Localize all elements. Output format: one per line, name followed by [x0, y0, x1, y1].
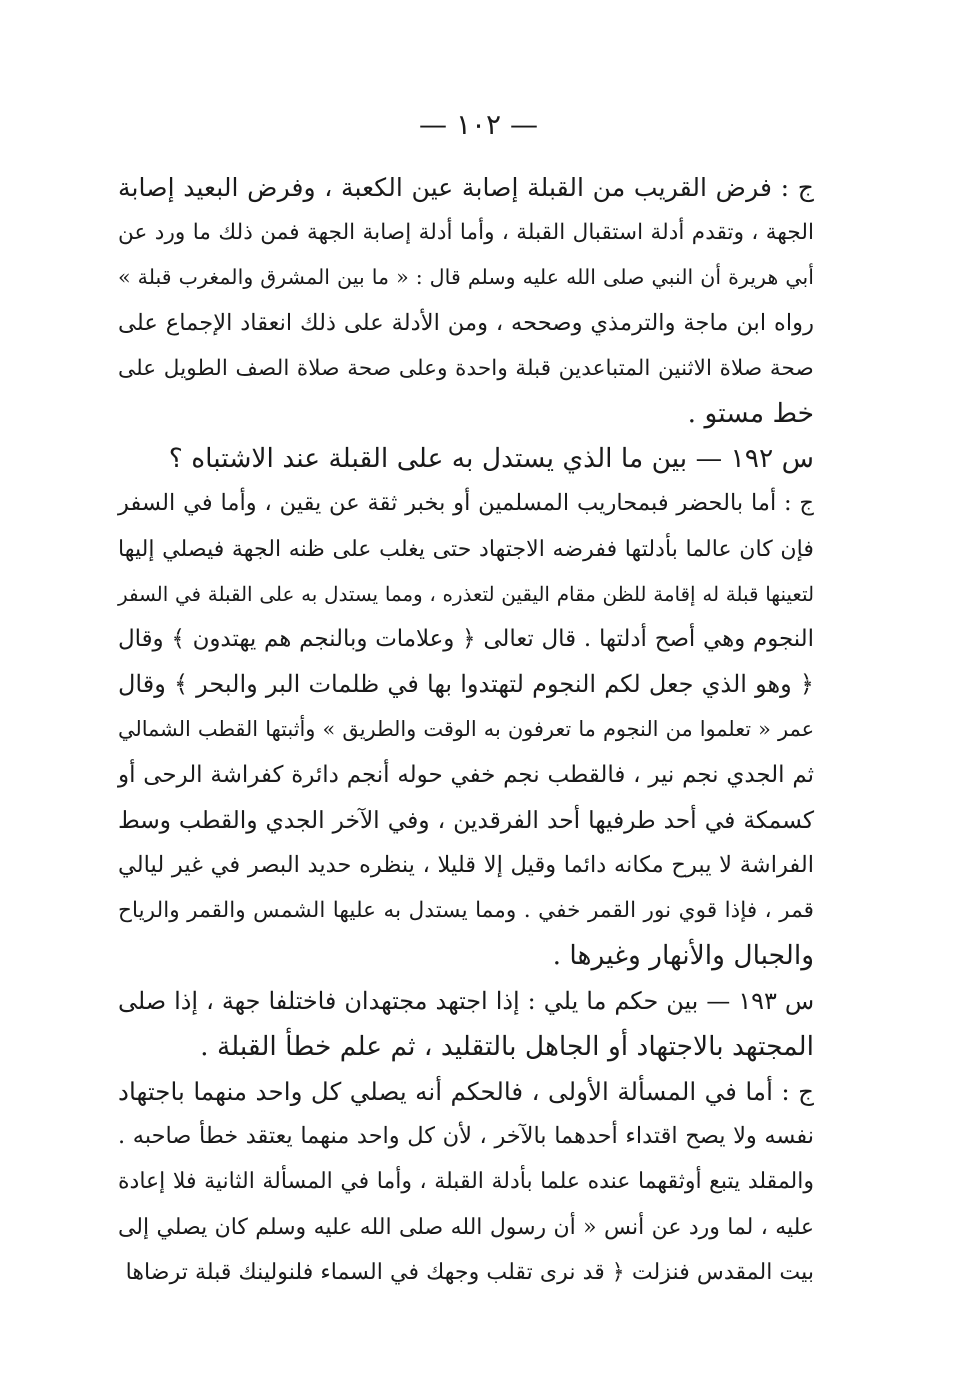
text-line: ثم الجدي نجم نير ، فالقطب نجم خفي حوله أنجم دائرة كفراشة الرحى أو [118, 761, 814, 788]
text-line: فإن كان عالما بأدلتها ففرضه الاجتهاد حتى يغلب على ظنه الجهة فيصلي إليها [118, 535, 814, 562]
text-line: س ١٩٣ — بين حكم ما يلي : إذا اجتهد مجتهدان فاختلفا جهة ، إذا صلى [118, 986, 814, 1015]
text-line: النجوم وهي أصح أدلتها . قال تعالى ﴿ وعلامات وبالنجم هم يهتدون ﴾ وقال [118, 626, 815, 653]
text-line: عمر « تعلموا من النجوم ما تعرفون به الوقت والطريق » وأثبتها القطب الشمالي [118, 717, 814, 742]
text-line: ج : أما بالحضر فبمحاريب المسلمين أو بخبر ثقة عن يقين ، وأما في السفر [118, 490, 814, 517]
text-line: الفراشة لا يبرح مكانه دائما وقيل إلا قليلا ، ينظره حديد البصر في غير ليالي [118, 852, 814, 879]
text-line: صحة صلاة الاثنين المتباعدين قبلة واحدة وعلى صحة صلاة الصف الطويل على [118, 355, 814, 381]
answer-paragraph [118, 1069, 814, 1295]
page-body [118, 165, 814, 1295]
question-paragraph [118, 979, 814, 1069]
text-line: كسمكة في أحد طرفيها أحد الفرقدين ، وفي الآخر الجدي والقطب وسط [118, 806, 814, 834]
text-line: ج : فرض القريب من القبلة إصابة عين الكعبة ، وفرض البعيد إصابة [118, 173, 814, 202]
answer-paragraph [118, 481, 814, 978]
text-line: لتعينها قبلة له إقامة للظن مقام اليقين لتعذره ، ومما يستدل به على القبلة في السفر [118, 582, 814, 606]
text-line: س ١٩٢ — بين ما الذي يستدل به على القبلة عند الاشتباه ؟ [168, 443, 814, 475]
answer-paragraph [118, 165, 814, 436]
text-line: والمقلد يتبع أوثقهما عنده علما بأدلة القبلة ، وأما في المسألة الثانية فلا إعادة [118, 1169, 814, 1195]
text-line: أبي هريرة أن النبي صلى الله عليه وسلم قال : « ما بين المشرق والمغرب قبلة » [118, 265, 814, 290]
text-line: ج : أما في المسألة الأولى ، فالحكم أنه يصلي كل واحد منهما باجتهاد [118, 1077, 814, 1107]
text-line: عليه ، لما ورد عن أنس « أن رسول الله صلى الله عليه وسلم كان يصلي إلى [118, 1214, 814, 1240]
text-line: نفسه ولا يصح اقتداء أحدهما بالآخر ، لأن كل واحد منهما يعتقد خطأ صاحبه . [118, 1123, 814, 1150]
text-line: قمر ، فإذا قوي نور القمر خفي . ومما يستدل به عليها الشمس والقمر والرياح [118, 898, 814, 924]
text-line: خط مستو . [687, 398, 814, 430]
text-line: رواه ابن ماجة والترمذي وصححه ، ومن الأدلة على ذلك انعقاد الإجماع على [118, 309, 814, 336]
text-line: المجتهد بالاجتهاد أو الجاهل بالتقليد ، ثم علم خطأ القبلة . [200, 1030, 814, 1062]
page-number: — ١٠٢ — [419, 108, 538, 141]
text-line: ﴿ وهو الذي جعل لكم النجوم لتهتدوا بها في ظلمات البر والبحر ﴾ وقال [118, 670, 814, 699]
text-line: والجبال والأنهار وغيرها . [552, 940, 814, 972]
text-line: الجهة ، وتقدم أدلة استقبال القبلة ، وأما أدلة إصابة الجهة فمن ذلك ما ورد عن [118, 220, 814, 246]
question-paragraph [118, 436, 814, 481]
text-line: بيت المقدس فنزلت ﴿ قد نرى تقلب وجهك في السماء فلنولينك قبلة ترضاها [125, 1258, 814, 1285]
